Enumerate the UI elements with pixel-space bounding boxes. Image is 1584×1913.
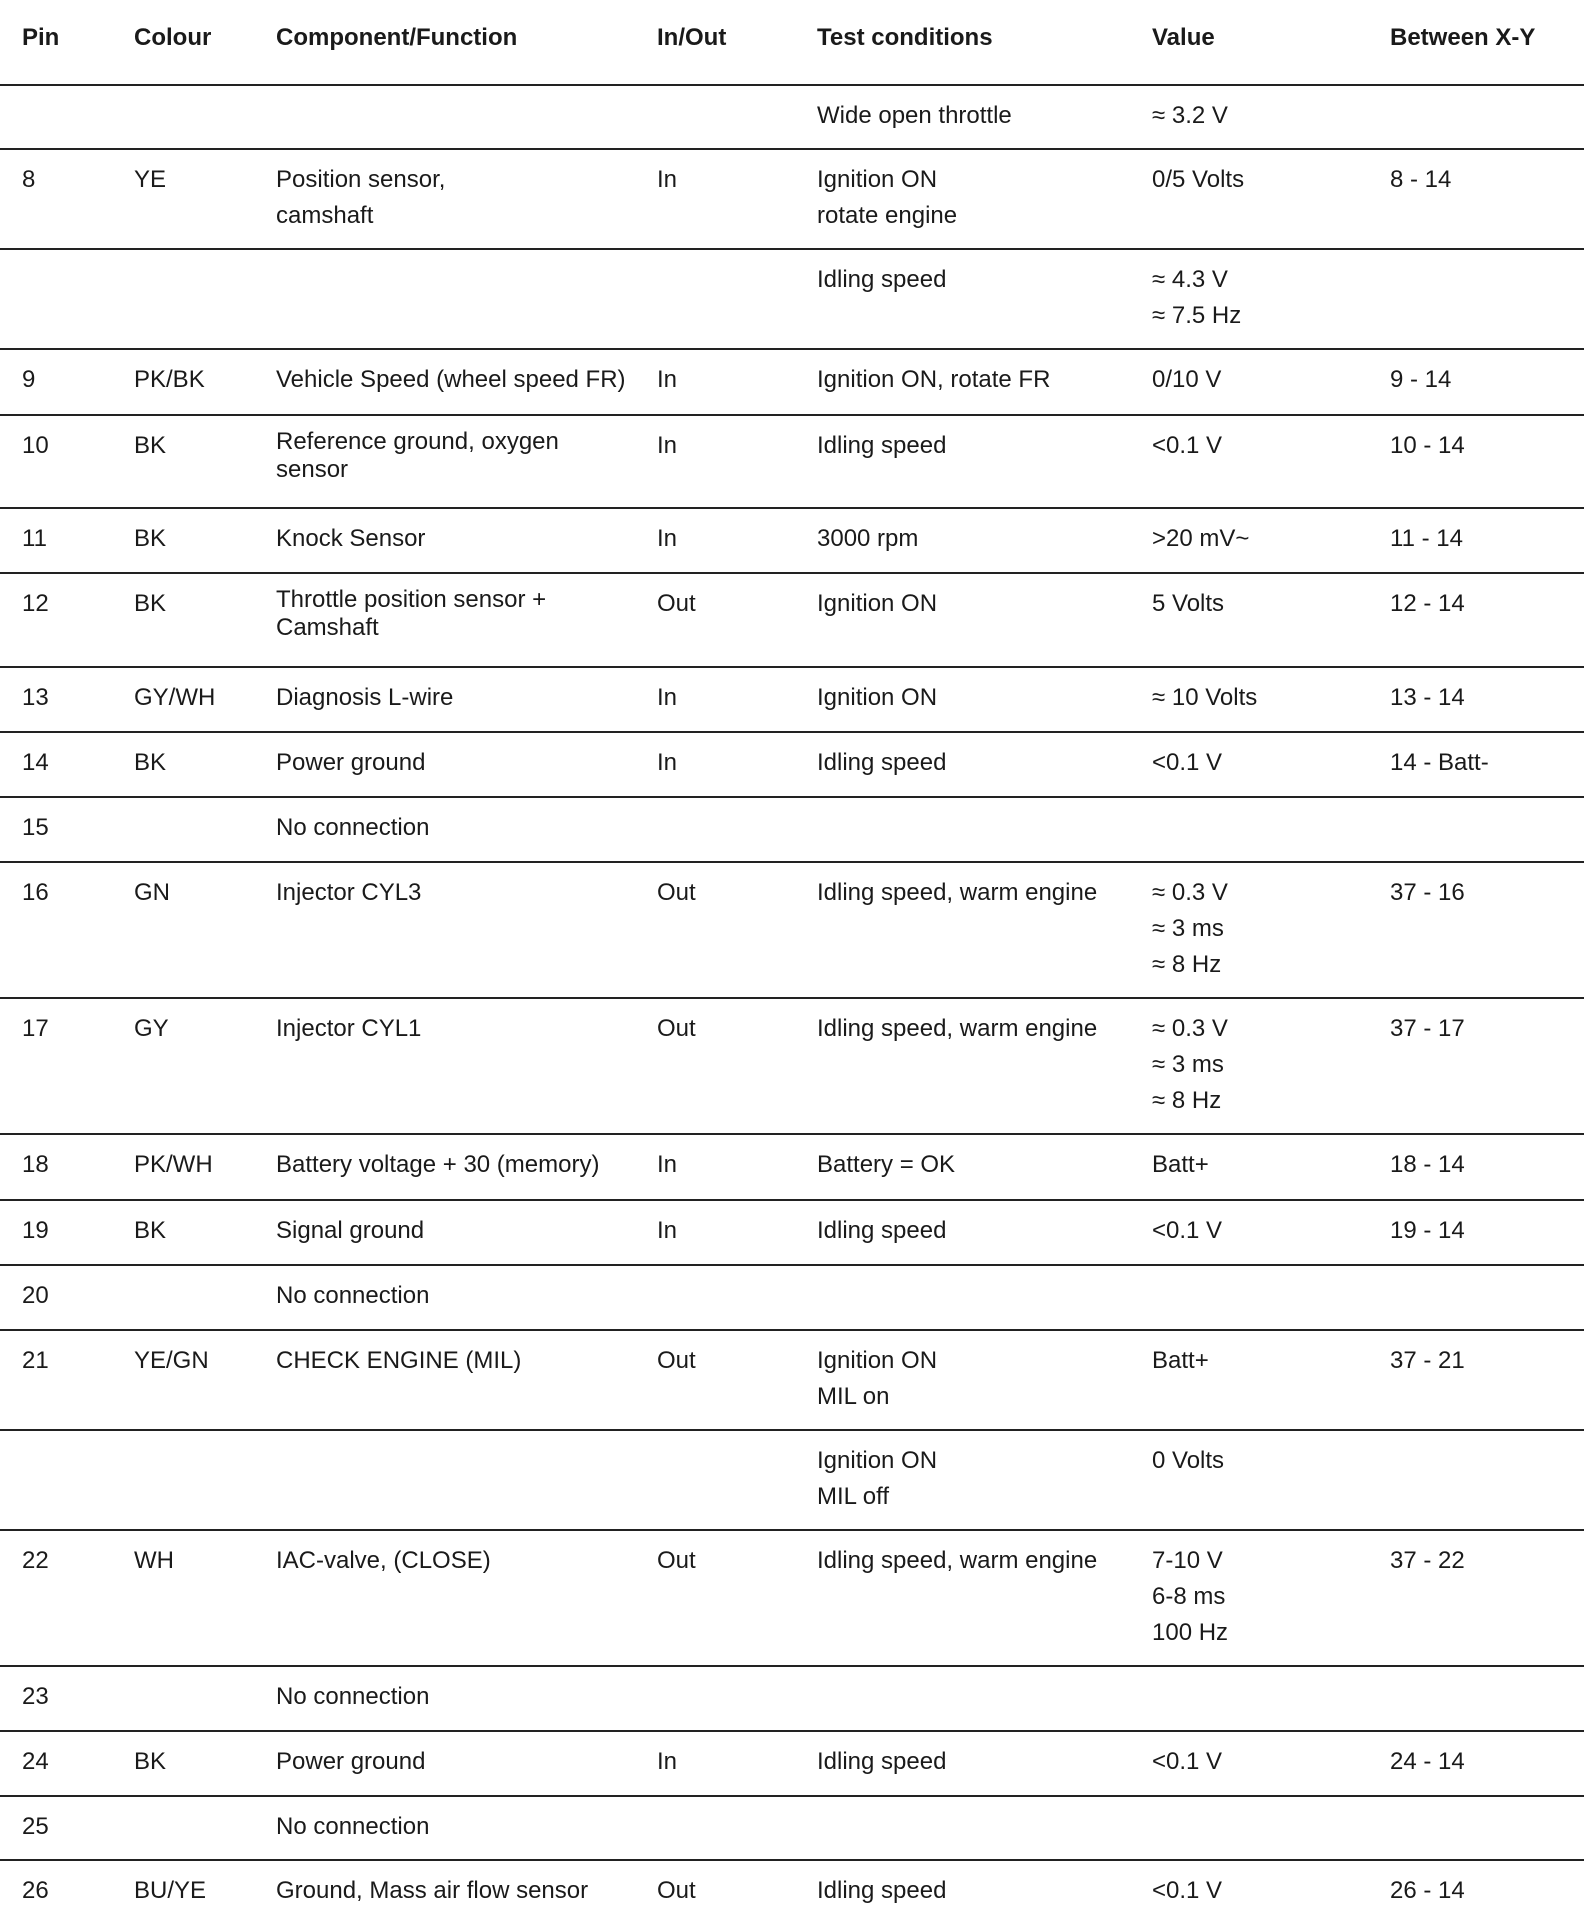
header-colour: Colour — [134, 24, 212, 51]
cell-value — [1152, 1343, 1209, 1379]
cell-component — [276, 1679, 429, 1715]
cell-component-line: Injector CYL3 — [276, 879, 422, 906]
cell-pin: 16 — [22, 879, 49, 906]
cell-test-conditions — [817, 262, 946, 298]
table-row — [0, 1797, 1584, 1861]
cell-component — [276, 1278, 429, 1314]
table-body — [0, 86, 1584, 1913]
table-row — [0, 999, 1584, 1135]
cell-component — [276, 1873, 588, 1909]
cell-component-line: Diagnosis L-wire — [276, 684, 454, 711]
cell-value — [1152, 680, 1257, 716]
cell-test-conditions-line: MIL off — [817, 1483, 890, 1510]
cell-colour: GN — [134, 879, 170, 906]
cell-test-conditions — [817, 1443, 937, 1515]
cell-test-conditions — [817, 1011, 1097, 1047]
cell-value-line: 5 Volts — [1152, 590, 1225, 617]
cell-test-conditions-line: Idling speed — [817, 266, 947, 293]
cell-pin: 13 — [22, 684, 49, 711]
cell-value-line: 100 Hz — [1152, 1619, 1229, 1646]
cell-component-line: Power ground — [276, 749, 426, 776]
table-row — [0, 509, 1584, 574]
cell-component — [276, 680, 453, 716]
cell-component-line: Injector CYL1 — [276, 1015, 422, 1042]
cell-pin: 11 — [22, 525, 47, 552]
cell-test-conditions-line: Ignition ON, rotate FR — [817, 366, 1051, 393]
cell-component-line: Vehicle Speed (wheel speed FR) — [276, 366, 626, 393]
cell-component-line: Power ground — [276, 1748, 426, 1775]
cell-between: 11 - 14 — [1390, 525, 1463, 552]
cell-between: 13 - 14 — [1390, 684, 1465, 711]
cell-in-out: In — [657, 1217, 678, 1244]
cell-value-line: Batt+ — [1152, 1347, 1209, 1374]
cell-value-line: 7-10 V — [1152, 1547, 1223, 1574]
cell-test-conditions-line: Idling speed — [817, 1748, 947, 1775]
table-header — [0, 0, 1584, 86]
cell-between: 19 - 14 — [1390, 1217, 1465, 1244]
cell-value — [1152, 1744, 1222, 1780]
cell-between: 18 - 14 — [1390, 1151, 1465, 1178]
cell-test-conditions — [817, 1873, 946, 1909]
table-row — [0, 1861, 1584, 1913]
cell-in-out: In — [657, 166, 678, 193]
cell-pin: 22 — [22, 1547, 49, 1574]
cell-colour: GY/WH — [134, 684, 216, 711]
table-row — [0, 798, 1584, 863]
cell-pin: 20 — [22, 1282, 49, 1309]
header-pin: Pin — [22, 24, 60, 51]
cell-component-line: Battery voltage + 30 (memory) — [276, 1151, 600, 1178]
cell-in-out: In — [657, 1748, 678, 1775]
cell-between: 12 - 14 — [1390, 590, 1465, 617]
cell-value — [1152, 1147, 1209, 1183]
cell-colour: BK — [134, 749, 167, 776]
cell-between: 10 - 14 — [1390, 432, 1465, 459]
cell-component — [276, 1543, 491, 1579]
cell-value — [1152, 428, 1222, 464]
cell-value-line: Batt+ — [1152, 1151, 1209, 1178]
cell-pin: 12 — [22, 590, 49, 617]
cell-component — [276, 162, 445, 234]
cell-in-out: In — [657, 366, 678, 393]
table-row — [0, 416, 1584, 509]
cell-colour: WH — [134, 1547, 174, 1574]
table-row — [0, 1266, 1584, 1331]
header-test-conditions: Test conditions — [817, 24, 993, 51]
cell-pin: 17 — [22, 1015, 49, 1042]
cell-pin: 23 — [22, 1683, 49, 1710]
cell-test-conditions-line: Idling speed — [817, 1217, 947, 1244]
cell-in-out: In — [657, 525, 678, 552]
cell-component-line: Camshaft — [276, 614, 379, 641]
cell-component-line: Throttle position sensor + — [276, 586, 547, 613]
cell-value — [1152, 1873, 1222, 1909]
cell-in-out: In — [657, 749, 678, 776]
cell-between: 9 - 14 — [1390, 366, 1452, 393]
cell-colour: PK/BK — [134, 366, 205, 393]
cell-component — [276, 1809, 429, 1845]
header-component: Component/Function — [276, 24, 518, 51]
cell-component — [276, 1011, 421, 1047]
cell-in-out: In — [657, 684, 678, 711]
cell-test-conditions-line: Idling speed, warm engine — [817, 1547, 1098, 1574]
cell-component — [276, 1343, 521, 1379]
cell-test-conditions — [817, 162, 957, 234]
table-row — [0, 863, 1584, 999]
cell-colour: BU/YE — [134, 1877, 207, 1904]
cell-test-conditions-line: Idling speed, warm engine — [817, 879, 1098, 906]
cell-component-line: sensor — [276, 456, 349, 483]
cell-colour: BK — [134, 1217, 167, 1244]
cell-value-line: ≈ 8 Hz — [1152, 1087, 1222, 1114]
cell-value — [1152, 262, 1241, 334]
table-row — [0, 86, 1584, 150]
cell-in-out: In — [657, 432, 678, 459]
cell-value — [1152, 162, 1244, 198]
cell-in-out: Out — [657, 1015, 696, 1042]
cell-colour: BK — [134, 432, 167, 459]
cell-colour: BK — [134, 590, 167, 617]
table-row — [0, 1732, 1584, 1797]
cell-in-out: In — [657, 1151, 678, 1178]
cell-value — [1152, 1213, 1222, 1249]
cell-value — [1152, 586, 1224, 622]
cell-between: 8 - 14 — [1390, 166, 1452, 193]
cell-test-conditions-line: Wide open throttle — [817, 102, 1012, 129]
cell-component-line: Reference ground, oxygen — [276, 428, 559, 455]
header-in-out: In/Out — [657, 24, 727, 51]
cell-component — [276, 810, 429, 846]
cell-test-conditions — [817, 1147, 955, 1183]
cell-in-out: Out — [657, 590, 696, 617]
table-row — [0, 350, 1584, 416]
cell-test-conditions — [817, 362, 1050, 398]
table-row — [0, 733, 1584, 798]
cell-pin: 9 — [22, 366, 36, 393]
cell-colour: YE/GN — [134, 1347, 209, 1374]
cell-test-conditions-line: rotate engine — [817, 202, 958, 229]
cell-value-line: ≈ 3 ms — [1152, 915, 1224, 942]
cell-value-line: ≈ 0.3 V — [1152, 1015, 1228, 1042]
cell-pin: 19 — [22, 1217, 49, 1244]
cell-value-line: 6-8 ms — [1152, 1583, 1226, 1610]
cell-value-line: ≈ 7.5 Hz — [1152, 302, 1242, 329]
cell-component — [276, 362, 626, 398]
cell-pin: 10 — [22, 432, 49, 459]
cell-value-line: <0.1 V — [1152, 432, 1223, 459]
cell-value-line: <0.1 V — [1152, 1217, 1223, 1244]
table-row — [0, 668, 1584, 733]
cell-test-conditions — [817, 586, 937, 622]
cell-test-conditions-line: Ignition ON — [817, 166, 938, 193]
table-row — [0, 150, 1584, 250]
table-row — [0, 1135, 1584, 1201]
cell-value — [1152, 98, 1228, 134]
cell-value-line: ≈ 4.3 V — [1152, 266, 1228, 293]
cell-value-line: 0/5 Volts — [1152, 166, 1245, 193]
cell-pin: 14 — [22, 749, 49, 776]
table-row — [0, 1331, 1584, 1431]
cell-test-conditions-line: Idling speed — [817, 1877, 947, 1904]
table-row — [0, 1431, 1584, 1531]
cell-component-line: No connection — [276, 1813, 430, 1840]
table-row — [0, 574, 1584, 668]
cell-component-line: Position sensor, — [276, 166, 446, 193]
cell-value — [1152, 745, 1222, 781]
cell-component-line: No connection — [276, 814, 430, 841]
cell-value — [1152, 521, 1249, 557]
cell-test-conditions — [817, 875, 1097, 911]
cell-test-conditions-line: Battery = OK — [817, 1151, 956, 1178]
cell-test-conditions-line: Idling speed — [817, 749, 947, 776]
cell-colour: BK — [134, 1748, 167, 1775]
cell-test-conditions-line: 3000 rpm — [817, 525, 919, 552]
cell-value — [1152, 362, 1221, 398]
cell-between: 26 - 14 — [1390, 1877, 1465, 1904]
cell-component — [276, 1744, 425, 1780]
cell-value — [1152, 1011, 1228, 1119]
cell-component — [276, 1213, 424, 1249]
cell-colour: GY — [134, 1015, 169, 1042]
cell-between: 37 - 17 — [1390, 1015, 1465, 1042]
cell-value-line: 0 Volts — [1152, 1447, 1225, 1474]
cell-value-line: >20 mV~ — [1152, 525, 1250, 552]
cell-component — [276, 521, 425, 557]
cell-colour: BK — [134, 525, 167, 552]
header-value: Value — [1152, 24, 1215, 51]
cell-pin: 18 — [22, 1151, 49, 1178]
cell-in-out: Out — [657, 1347, 696, 1374]
header-between: Between X-Y — [1390, 24, 1536, 51]
table-row — [0, 250, 1584, 350]
cell-value — [1152, 1443, 1224, 1479]
cell-value-line: 0/10 V — [1152, 366, 1222, 393]
cell-between: 37 - 16 — [1390, 879, 1465, 906]
cell-component-line: IAC-valve, (CLOSE) — [276, 1547, 491, 1574]
cell-test-conditions-line: Idling speed, warm engine — [817, 1015, 1098, 1042]
cell-value-line: <0.1 V — [1152, 1748, 1223, 1775]
cell-in-out: Out — [657, 879, 696, 906]
cell-between: 24 - 14 — [1390, 1748, 1465, 1775]
cell-test-conditions — [817, 428, 946, 464]
cell-value-line: ≈ 10 Volts — [1152, 684, 1258, 711]
cell-test-conditions — [817, 680, 937, 716]
cell-value-line: ≈ 8 Hz — [1152, 951, 1222, 978]
cell-in-out: Out — [657, 1877, 696, 1904]
cell-value-line: <0.1 V — [1152, 1877, 1223, 1904]
cell-value — [1152, 1543, 1228, 1651]
cell-component — [276, 586, 546, 642]
cell-component-line: camshaft — [276, 202, 374, 229]
cell-component-line: Knock Sensor — [276, 525, 426, 552]
cell-pin: 15 — [22, 814, 49, 841]
cell-colour: PK/WH — [134, 1151, 213, 1178]
cell-test-conditions-line: Ignition ON — [817, 1447, 938, 1474]
cell-value-line: ≈ 3 ms — [1152, 1051, 1224, 1078]
cell-pin: 8 — [22, 166, 36, 193]
cell-component-line: Ground, Mass air flow sensor — [276, 1877, 589, 1904]
cell-test-conditions — [817, 745, 946, 781]
cell-test-conditions-line: Ignition ON — [817, 590, 938, 617]
cell-test-conditions — [817, 1744, 946, 1780]
table-row — [0, 1667, 1584, 1732]
cell-component-line: CHECK ENGINE (MIL) — [276, 1347, 522, 1374]
cell-component — [276, 875, 421, 911]
cell-test-conditions-line: Ignition ON — [817, 1347, 938, 1374]
cell-component — [276, 1147, 599, 1183]
cell-test-conditions — [817, 1343, 937, 1415]
cell-value-line: ≈ 0.3 V — [1152, 879, 1228, 906]
cell-test-conditions — [817, 521, 918, 557]
cell-pin: 24 — [22, 1748, 49, 1775]
cell-between: 37 - 22 — [1390, 1547, 1465, 1574]
cell-component — [276, 428, 559, 484]
cell-component-line: No connection — [276, 1683, 430, 1710]
cell-between: 37 - 21 — [1390, 1347, 1465, 1374]
cell-pin: 25 — [22, 1813, 49, 1840]
cell-value-line: <0.1 V — [1152, 749, 1223, 776]
cell-test-conditions — [817, 98, 1012, 134]
cell-test-conditions-line: Ignition ON — [817, 684, 938, 711]
cell-colour: YE — [134, 166, 167, 193]
cell-test-conditions — [817, 1543, 1097, 1579]
cell-pin: 21 — [22, 1347, 49, 1374]
table-row — [0, 1201, 1584, 1266]
cell-value-line: ≈ 3.2 V — [1152, 102, 1228, 129]
cell-value — [1152, 875, 1228, 983]
cell-test-conditions — [817, 1213, 946, 1249]
table-row — [0, 1531, 1584, 1667]
cell-component-line: Signal ground — [276, 1217, 425, 1244]
cell-between: 14 - Batt- — [1390, 749, 1489, 776]
cell-in-out: Out — [657, 1547, 696, 1574]
cell-pin: 26 — [22, 1877, 49, 1904]
cell-component-line: No connection — [276, 1282, 430, 1309]
cell-test-conditions-line: Idling speed — [817, 432, 947, 459]
cell-component — [276, 745, 425, 781]
cell-test-conditions-line: MIL on — [817, 1383, 890, 1410]
